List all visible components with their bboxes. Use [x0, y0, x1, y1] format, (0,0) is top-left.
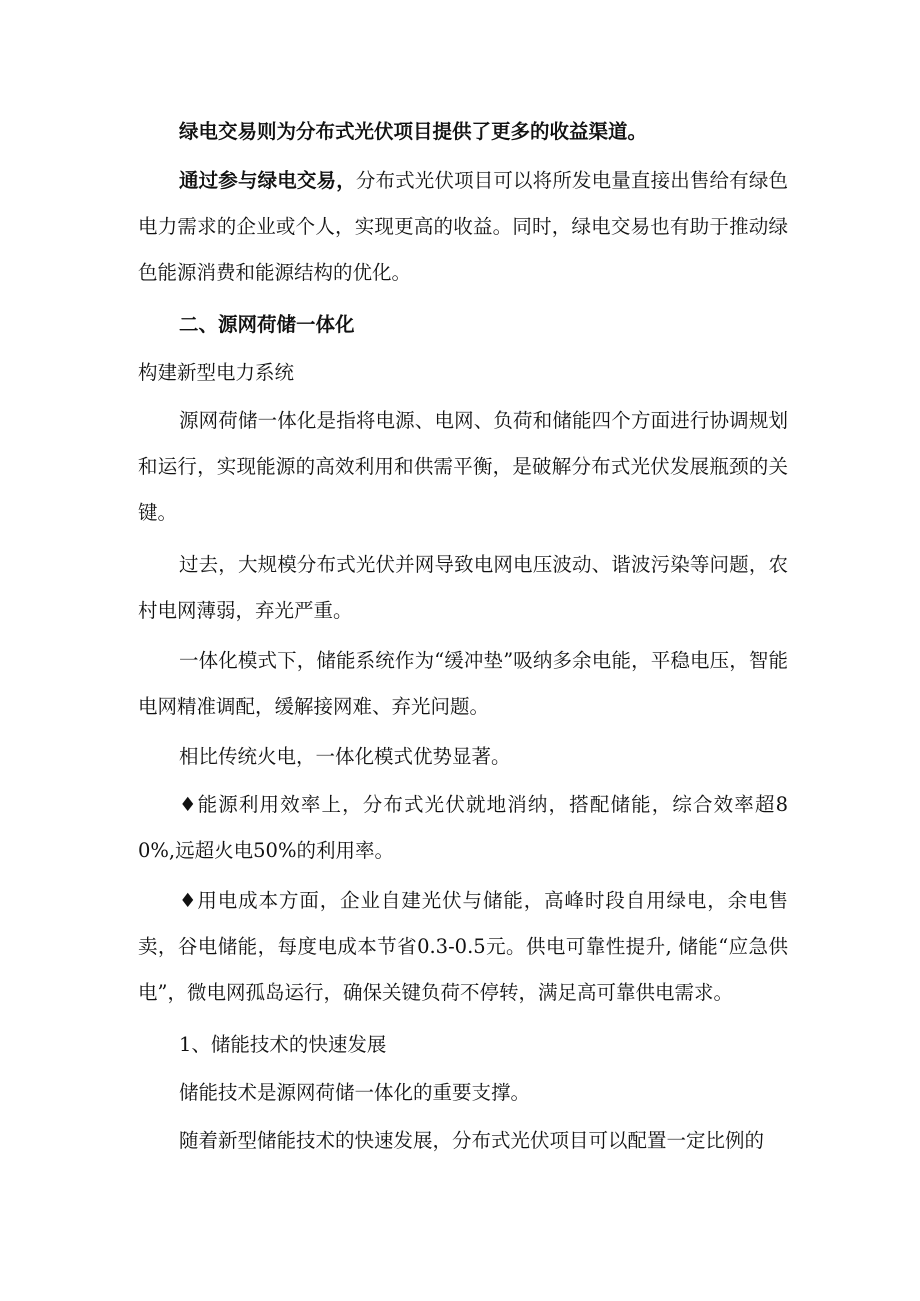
paragraph-cost [138, 878, 788, 1016]
paragraph-text: ♦用电成本方面，企业自建光伏与储能，高峰时段自用绿电，余电售卖，谷电储能，每度电成本节省0.3-0.5元。供电可靠性提升, 储能“应急供电”，微电网孤岛运行，确保关键负荷不停转，满足高可靠供电需求。 [138, 889, 788, 1004]
paragraph-text: 源网荷储一体化是指将电源、电网、负荷和储能四个方面进行协调规划和运行，实现能源的高效利用和供需平衡，是破解分布式光伏发展瓶颈的关键。 [138, 409, 788, 524]
paragraph-text: 过去，大规模分布式光伏并网导致电网电压波动、谐波污染等问题，农村电网薄弱，弃光严重。 [138, 553, 788, 622]
paragraph-storage-support [138, 1070, 788, 1116]
paragraph-storage-development [138, 1118, 788, 1164]
paragraph-text: 随着新型储能技术的快速发展，分布式光伏项目可以配置一定比例的 [179, 1129, 765, 1152]
subheading-text: 构建新型电力系统 [138, 361, 295, 384]
paragraph-lead: 通过参与绿电交易， [179, 169, 356, 192]
paragraph-definition [138, 398, 788, 536]
subheading [138, 350, 788, 396]
paragraph-green-trading-benefit [138, 158, 788, 296]
paragraph-efficiency [138, 782, 788, 874]
paragraph-text: 分布式光伏项目可以将所发电量直接出售给有绿色电力需求的企业或个人，实现更高的收益。同时，绿电交易也有助于推动绿色能源消费和能源结构的优化。 [138, 169, 788, 284]
paragraph-text: 一体化模式下，储能系统作为“缓冲垫”吸纳多余电能，平稳电压，智能电网精准调配，缓解接网难、弃光问题。 [138, 649, 788, 718]
paragraph-text: ♦能源利用效率上，分布式光伏就地消纳，搭配储能，综合效率超80%,远超火电50%的利用率。 [138, 793, 788, 862]
paragraph-lead: 绿电交易则为分布式光伏项目提供了更多的收益渠道。 [179, 120, 648, 143]
paragraph-text: 相比传统火电，一体化模式优势显著。 [179, 745, 511, 768]
heading-text: 二、源网荷储一体化 [179, 313, 355, 336]
section-heading [138, 302, 788, 348]
paragraph-green-trading-channel [138, 109, 788, 155]
subsection-heading [138, 1022, 788, 1068]
paragraph-advantages [138, 734, 788, 780]
paragraph-past-problems [138, 542, 788, 634]
paragraph-text: 储能技术是源网荷储一体化的重要支撑。 [179, 1081, 531, 1104]
subsection-text: 1、储能技术的快速发展 [179, 1033, 387, 1056]
paragraph-integrated-mode [138, 638, 788, 730]
